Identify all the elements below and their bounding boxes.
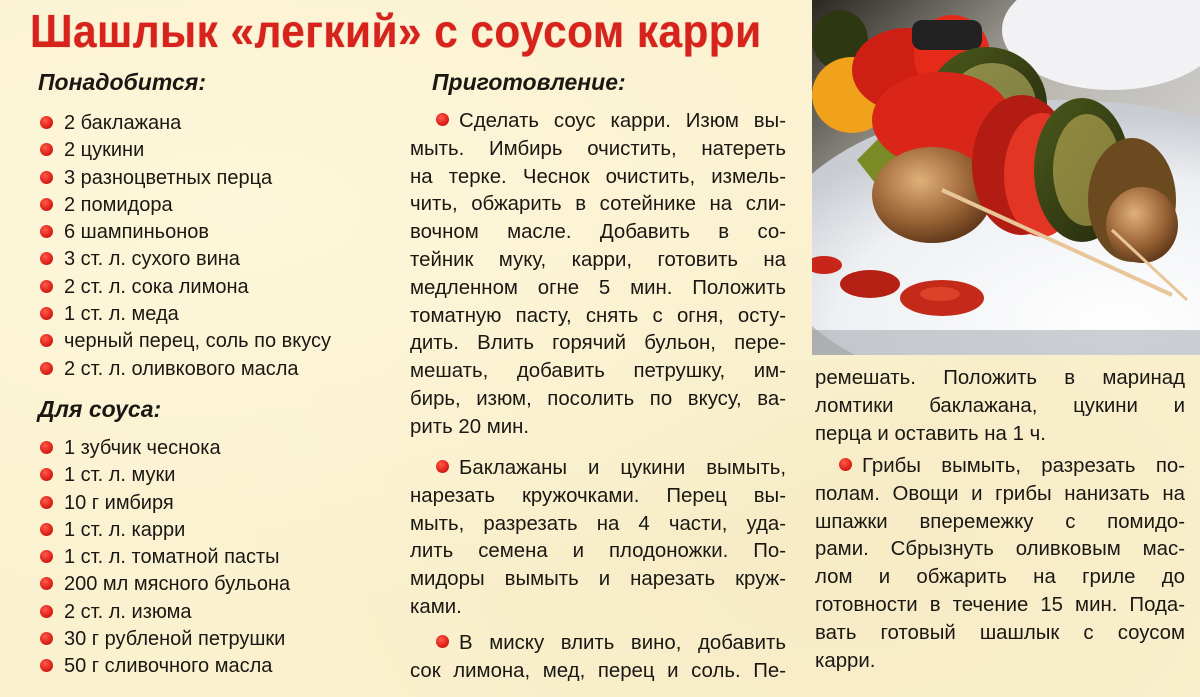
- red-dot-bullet-icon: [40, 362, 53, 375]
- red-dot-bullet-icon: [40, 659, 53, 672]
- vegetable-skewer-photo: [812, 0, 1200, 355]
- red-dot-bullet-icon: [40, 198, 53, 211]
- list-item: 1 ст. л. меда: [36, 301, 331, 328]
- step-1-paragraph: Сделать соус карри. Изюм вы- мыть. Имбирь очистить, натереть на терке. Чеснок очистить, измель- чить, обжарить в сотейнике на сли- вочном масле. Добавить в со- тейник муку, карри, готовить на медленном огне 5 мин. Положить томатную пасту, снять с огня, осту- дить. Влить горячий бульон, пере- мешать, добавить петрушку, им- бирь, изюм, посолить по вкусу, ва- рить 20 мин.: [410, 110, 786, 438]
- step-3-paragraph: В миску влить вино, добавить сок лимона, мед, перец и соль. Пе-: [410, 632, 786, 682]
- red-dot-bullet-icon: [40, 441, 53, 454]
- preparation-heading: Приготовление:: [432, 69, 626, 95]
- red-dot-bullet-icon: [40, 116, 53, 129]
- red-dot-bullet-icon: [40, 171, 53, 184]
- step-4-paragraph: Грибы вымыть, разрезать по- полам. Овощи и грибы нанизать на шпажки вперемежку с помидо- рами. Сбрызнуть оливковым мас- лом и обжарить на гриле до готовности в течение 15 мин. Пода- вать готовый шашлык с соусом карри.: [815, 455, 1185, 672]
- red-dot-bullet-icon: [40, 605, 53, 618]
- list-item: 30 г рубленой петрушки: [36, 626, 290, 653]
- sauce-list: [36, 435, 290, 681]
- list-item: 2 ст. л. оливкового масла: [36, 356, 331, 383]
- red-dot-bullet-icon: [40, 550, 53, 563]
- step-3-continuation: ремешать. Положить в маринад ломтики баклажана, цукини и перца и оставить на 1 ч.: [815, 367, 1185, 445]
- skewer-photo-illustration: [812, 0, 1200, 355]
- list-item: 2 цукини: [36, 137, 331, 164]
- step-2-paragraph: Баклажаны и цукини вымыть, нарезать кружочками. Перец вы- мыть, разрезать на 4 части, уда- лить семена и плодоножки. По- мидоры вымыть и нарезать круж- ками.: [410, 457, 786, 618]
- red-dot-bullet-icon: [40, 523, 53, 536]
- list-item: 2 ст. л. изюма: [36, 599, 290, 626]
- list-item: 1 ст. л. томатной пасты: [36, 544, 290, 571]
- red-dot-bullet-icon: [40, 632, 53, 645]
- recipe-title: Шашлык «легкий» с соусом карри: [30, 5, 762, 57]
- red-dot-bullet-icon: [436, 635, 449, 648]
- red-dot-bullet-icon: [436, 460, 449, 473]
- red-dot-bullet-icon: [40, 496, 53, 509]
- red-dot-bullet-icon: [40, 225, 53, 238]
- list-item: черный перец, соль по вкусу: [36, 328, 331, 355]
- red-dot-bullet-icon: [40, 334, 53, 347]
- list-item: 2 баклажана: [36, 110, 331, 137]
- red-dot-bullet-icon: [40, 280, 53, 293]
- red-dot-bullet-icon: [436, 113, 449, 126]
- sauce-heading: Для соуса:: [38, 396, 162, 422]
- list-item: 10 г имбиря: [36, 490, 290, 517]
- list-item: 1 ст. л. муки: [36, 462, 290, 489]
- ingredients-list: [36, 110, 331, 383]
- red-dot-bullet-icon: [40, 577, 53, 590]
- red-dot-bullet-icon: [40, 252, 53, 265]
- ingredients-heading: Понадобится:: [38, 69, 206, 95]
- list-item: 3 разноцветных перца: [36, 165, 331, 192]
- red-dot-bullet-icon: [40, 468, 53, 481]
- red-dot-bullet-icon: [839, 458, 852, 471]
- list-item: 200 мл мясного бульона: [36, 571, 290, 598]
- list-item: 1 зубчик чеснока: [36, 435, 290, 462]
- list-item: 6 шампиньонов: [36, 219, 331, 246]
- red-dot-bullet-icon: [40, 307, 53, 320]
- list-item: 2 помидора: [36, 192, 331, 219]
- red-dot-bullet-icon: [40, 143, 53, 156]
- list-item: 1 ст. л. карри: [36, 517, 290, 544]
- list-item: 50 г сливочного масла: [36, 653, 290, 680]
- list-item: 2 ст. л. сока лимона: [36, 274, 331, 301]
- list-item: 3 ст. л. сухого вина: [36, 246, 331, 273]
